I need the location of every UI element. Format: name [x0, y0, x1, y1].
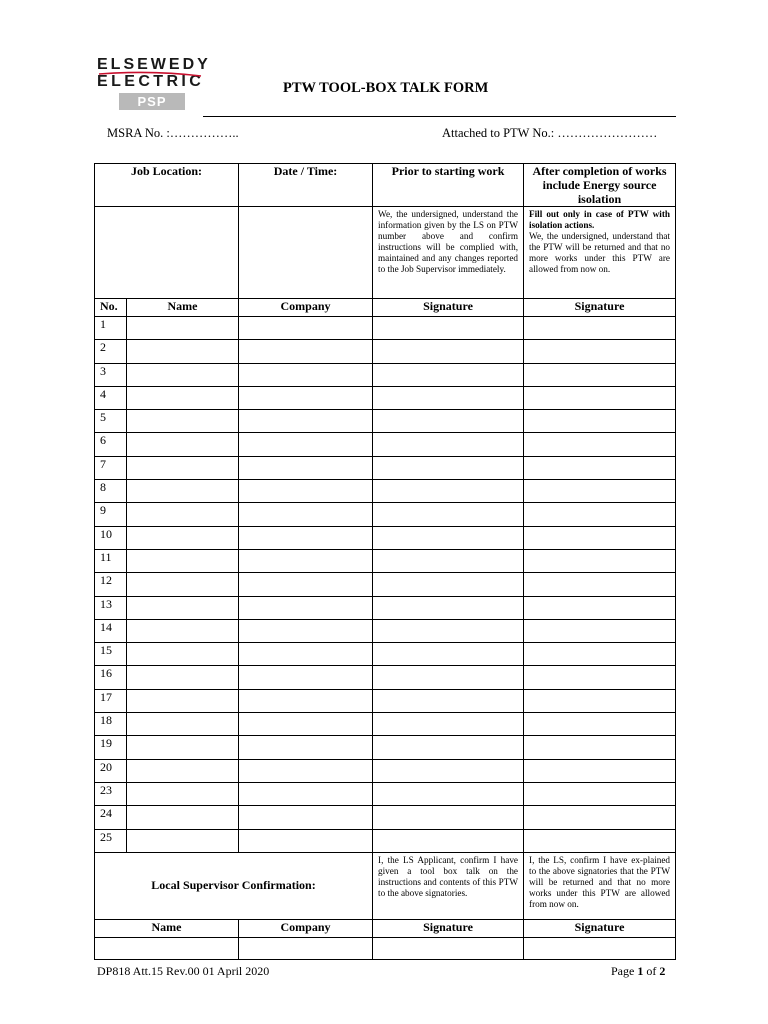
company-cell[interactable]: [239, 549, 373, 572]
name-cell[interactable]: [127, 410, 239, 433]
signature-prior-cell[interactable]: [373, 806, 524, 829]
company-cell[interactable]: [239, 456, 373, 479]
signature-after-cell[interactable]: [524, 456, 676, 479]
table-row: [95, 433, 676, 456]
signature-prior-cell[interactable]: [373, 596, 524, 619]
table-row: [95, 573, 676, 596]
after-description: [524, 207, 676, 299]
company-cell[interactable]: [239, 340, 373, 363]
title-divider: [203, 116, 676, 117]
name-cell[interactable]: [127, 549, 239, 572]
signature-prior-cell[interactable]: [373, 456, 524, 479]
name-cell[interactable]: [127, 526, 239, 549]
company-cell[interactable]: [239, 386, 373, 409]
after-text: We, the undersigned, understand that the PTW will be returned and that no more works under this PTW are allowed from now on.: [529, 231, 671, 274]
company-cell[interactable]: [239, 759, 373, 782]
job-location-header: Job Location:: [95, 164, 239, 207]
prior-header: Prior to starting work: [373, 164, 524, 207]
supervisor-confirmation-label: Local Supervisor Confirmation:: [95, 852, 373, 919]
name-cell[interactable]: [127, 736, 239, 759]
row-number: 16: [95, 666, 127, 689]
row-number: 1: [95, 317, 127, 340]
signature-prior-cell[interactable]: [373, 363, 524, 386]
row-number: 24: [95, 806, 127, 829]
col-signature-prior: Signature: [373, 299, 524, 317]
row-number: 5: [95, 410, 127, 433]
company-cell[interactable]: [239, 713, 373, 736]
company-cell[interactable]: [239, 782, 373, 805]
supervisor-company-input[interactable]: [239, 937, 373, 959]
signature-prior-cell[interactable]: [373, 480, 524, 503]
table-row: [95, 736, 676, 759]
company-cell[interactable]: [239, 806, 373, 829]
signature-prior-cell[interactable]: [373, 433, 524, 456]
signature-prior-cell[interactable]: [373, 503, 524, 526]
signature-prior-cell[interactable]: [373, 759, 524, 782]
signature-after-cell[interactable]: [524, 643, 676, 666]
row-number: 14: [95, 619, 127, 642]
row-number: 11: [95, 549, 127, 572]
signature-after-cell[interactable]: [524, 713, 676, 736]
bottom-col-company: Company: [239, 919, 373, 937]
after-note: Fill out only in case of PTW with isolation actions.: [529, 209, 671, 230]
applicant-confirmation: I, the LS Applicant, confirm I have given a tool box talk on the instructions and contents of this PTW to the above signatories.: [373, 852, 524, 919]
signature-after-cell[interactable]: [524, 829, 676, 852]
col-company: Company: [239, 299, 373, 317]
name-cell[interactable]: [127, 433, 239, 456]
supervisor-name-input[interactable]: [95, 937, 239, 959]
signature-after-cell[interactable]: [524, 689, 676, 712]
signature-prior-cell[interactable]: [373, 549, 524, 572]
name-cell[interactable]: [127, 643, 239, 666]
company-logo: [97, 56, 211, 110]
company-cell[interactable]: [239, 317, 373, 340]
table-row: [95, 503, 676, 526]
logo-line1: ELSEWEDY: [97, 56, 211, 73]
row-number: 12: [95, 573, 127, 596]
row-number: 15: [95, 643, 127, 666]
table-row: [95, 782, 676, 805]
page-title: PTW TOOL-BOX TALK FORM: [283, 80, 489, 96]
company-cell[interactable]: [239, 433, 373, 456]
row-number: 8: [95, 480, 127, 503]
date-time-header: Date / Time:: [239, 164, 373, 207]
col-name: Name: [127, 299, 239, 317]
row-number: 18: [95, 713, 127, 736]
logo-swoosh-icon: [97, 56, 211, 96]
name-cell[interactable]: [127, 806, 239, 829]
signature-prior-cell[interactable]: [373, 736, 524, 759]
name-cell[interactable]: [127, 829, 239, 852]
signature-after-cell[interactable]: [524, 619, 676, 642]
table-row: [95, 759, 676, 782]
name-cell[interactable]: [127, 480, 239, 503]
toolbox-talk-table: [94, 163, 676, 960]
signature-prior-cell[interactable]: [373, 410, 524, 433]
table-row: [95, 829, 676, 852]
signature-prior-cell[interactable]: [373, 689, 524, 712]
name-cell[interactable]: [127, 317, 239, 340]
signature-after-cell[interactable]: [524, 410, 676, 433]
signature-after-cell[interactable]: [524, 596, 676, 619]
signature-prior-cell[interactable]: [373, 666, 524, 689]
signature-prior-cell[interactable]: [373, 386, 524, 409]
bottom-col-signature-after: Signature: [524, 919, 676, 937]
after-header: After completion of works include Energy source isolation: [524, 164, 676, 207]
signature-prior-cell[interactable]: [373, 829, 524, 852]
row-number: 6: [95, 433, 127, 456]
name-cell[interactable]: [127, 782, 239, 805]
name-cell[interactable]: [127, 666, 239, 689]
signature-prior-cell[interactable]: [373, 643, 524, 666]
company-cell[interactable]: [239, 526, 373, 549]
supervisor-signature-after[interactable]: [524, 937, 676, 959]
signature-after-cell[interactable]: [524, 340, 676, 363]
signature-after-cell[interactable]: [524, 666, 676, 689]
signature-after-cell[interactable]: [524, 759, 676, 782]
company-cell[interactable]: [239, 573, 373, 596]
supervisor-signature-prior[interactable]: [373, 937, 524, 959]
name-cell[interactable]: [127, 386, 239, 409]
signature-after-cell[interactable]: [524, 782, 676, 805]
row-number: 7: [95, 456, 127, 479]
signature-prior-cell[interactable]: [373, 317, 524, 340]
row-number: 20: [95, 759, 127, 782]
signature-after-cell[interactable]: [524, 480, 676, 503]
company-cell[interactable]: [239, 736, 373, 759]
ls-confirmation: I, the LS, confirm I have ex-plained to the above signatories that the PTW will be returned and that no more works under this PTW are allowed from now on.: [524, 852, 676, 919]
attached-ptw-field[interactable]: Attached to PTW No.: ……………………: [442, 126, 658, 140]
table-row: [95, 480, 676, 503]
job-location-input[interactable]: [95, 207, 239, 299]
row-number: 3: [95, 363, 127, 386]
row-number: 13: [95, 596, 127, 619]
table-row: [95, 666, 676, 689]
name-cell[interactable]: [127, 689, 239, 712]
name-cell[interactable]: [127, 596, 239, 619]
name-cell[interactable]: [127, 713, 239, 736]
signature-prior-cell[interactable]: [373, 713, 524, 736]
signature-prior-cell[interactable]: [373, 573, 524, 596]
name-cell[interactable]: [127, 503, 239, 526]
table-row: [95, 619, 676, 642]
company-cell[interactable]: [239, 619, 373, 642]
signature-prior-cell[interactable]: [373, 782, 524, 805]
name-cell[interactable]: [127, 573, 239, 596]
name-cell[interactable]: [127, 456, 239, 479]
name-cell[interactable]: [127, 363, 239, 386]
signature-after-cell[interactable]: [524, 503, 676, 526]
col-signature-after: Signature: [524, 299, 676, 317]
company-cell[interactable]: [239, 480, 373, 503]
company-cell[interactable]: [239, 596, 373, 619]
name-cell[interactable]: [127, 759, 239, 782]
company-cell[interactable]: [239, 503, 373, 526]
table-row: [95, 549, 676, 572]
table-row: [95, 643, 676, 666]
table-row: [95, 340, 676, 363]
row-number: 17: [95, 689, 127, 712]
row-number: 19: [95, 736, 127, 759]
table-row: [95, 713, 676, 736]
table-row: [95, 526, 676, 549]
company-cell[interactable]: [239, 689, 373, 712]
prior-description: We, the undersigned, understand the information given by the LS on PTW number above and confirm instructions will be complied with, maintained and any changes reported to the Job Supervisor immediately.: [373, 207, 524, 299]
bottom-col-signature-prior: Signature: [373, 919, 524, 937]
signature-after-cell[interactable]: [524, 806, 676, 829]
msra-number-field[interactable]: MSRA No. :……………..: [107, 126, 239, 140]
logo-psp: PSP: [119, 93, 185, 110]
row-number: 25: [95, 829, 127, 852]
col-no: No.: [95, 299, 127, 317]
signature-prior-cell[interactable]: [373, 619, 524, 642]
company-cell[interactable]: [239, 410, 373, 433]
signature-prior-cell[interactable]: [373, 340, 524, 363]
company-cell[interactable]: [239, 829, 373, 852]
signature-after-cell[interactable]: [524, 433, 676, 456]
date-time-input[interactable]: [239, 207, 373, 299]
bottom-col-name: Name: [95, 919, 239, 937]
signature-after-cell[interactable]: [524, 363, 676, 386]
signature-after-cell[interactable]: [524, 573, 676, 596]
signature-after-cell[interactable]: [524, 736, 676, 759]
name-cell[interactable]: [127, 340, 239, 363]
table-row: [95, 386, 676, 409]
logo-line2: ELECTRIC: [97, 73, 205, 90]
row-number: 2: [95, 340, 127, 363]
signature-after-cell[interactable]: [524, 317, 676, 340]
name-cell[interactable]: [127, 619, 239, 642]
table-row: [95, 596, 676, 619]
signature-after-cell[interactable]: [524, 526, 676, 549]
company-cell[interactable]: [239, 363, 373, 386]
signature-after-cell[interactable]: [524, 386, 676, 409]
signature-after-cell[interactable]: [524, 549, 676, 572]
signature-prior-cell[interactable]: [373, 526, 524, 549]
company-cell[interactable]: [239, 666, 373, 689]
table-row: [95, 410, 676, 433]
table-row: [95, 363, 676, 386]
table-row: [95, 689, 676, 712]
row-number: 23: [95, 782, 127, 805]
row-number: 10: [95, 526, 127, 549]
company-cell[interactable]: [239, 643, 373, 666]
page-number: Page 1 of 2: [611, 964, 666, 978]
row-number: 4: [95, 386, 127, 409]
row-number: 9: [95, 503, 127, 526]
table-row: [95, 317, 676, 340]
table-row: [95, 456, 676, 479]
document-reference: DP818 Att.15 Rev.00 01 April 2020: [97, 964, 270, 978]
table-row: [95, 806, 676, 829]
